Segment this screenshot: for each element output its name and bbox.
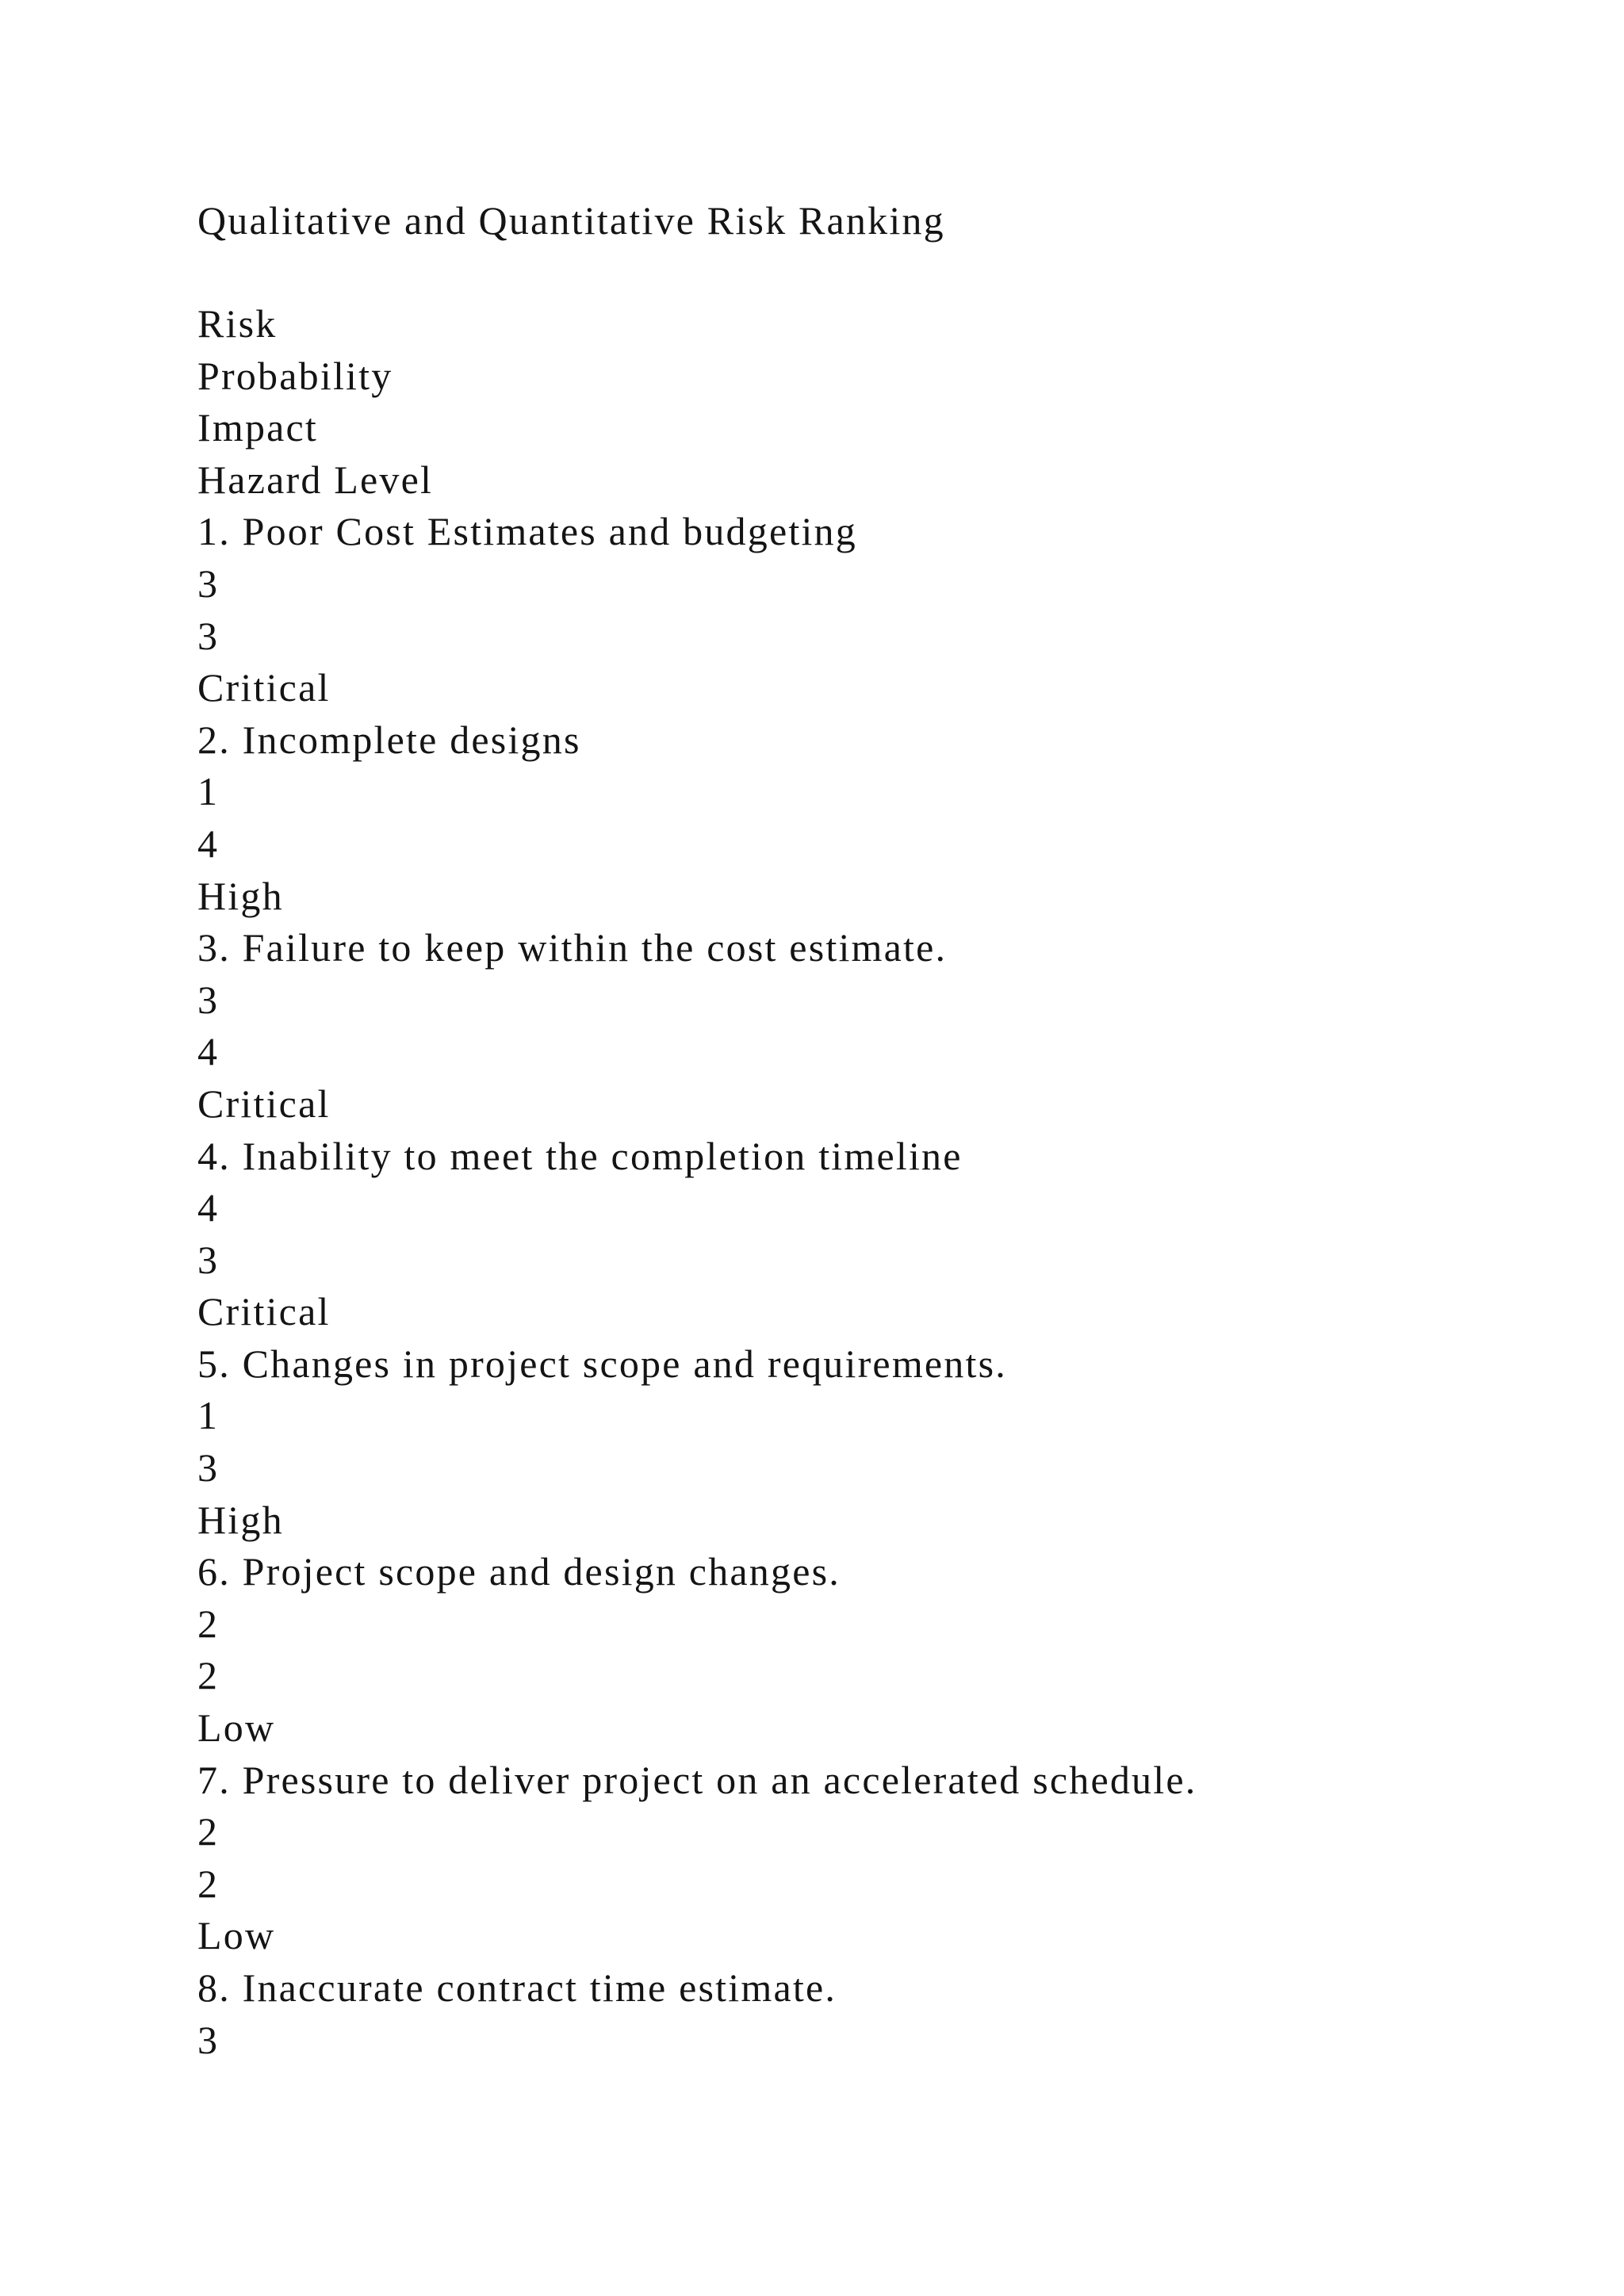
row-1-impact: 3: [197, 613, 220, 658]
row-5-impact: 3: [197, 1445, 220, 1490]
row-4-impact: 3: [197, 1237, 220, 1282]
row-2-probability: 1: [197, 769, 220, 814]
row-6-probability: 2: [197, 1601, 220, 1646]
row-7-hazard-level: Low: [197, 1913, 276, 1958]
row-6-hazard-level: Low: [197, 1705, 276, 1751]
row-3-probability: 3: [197, 977, 220, 1022]
row-2-hazard-level: High: [197, 873, 284, 918]
row-7-probability: 2: [197, 1809, 220, 1854]
header-impact: Impact: [197, 405, 319, 450]
row-4-hazard-level: Critical: [197, 1289, 331, 1334]
row-5-risk: 5. Changes in project scope and requirements.: [197, 1341, 1007, 1386]
document-body: [197, 194, 1585, 2066]
row-3-risk: 3. Failure to keep within the cost estimate.: [197, 925, 948, 970]
row-4-probability: 4: [197, 1185, 220, 1230]
row-1-hazard-level: Critical: [197, 665, 331, 710]
header-probability: Probability: [197, 353, 393, 398]
row-5-probability: 1: [197, 1393, 220, 1438]
row-8-risk: 8. Inaccurate contract time estimate.: [197, 1965, 837, 2010]
row-7-impact: 2: [197, 1861, 220, 1906]
row-8-probability: 3: [197, 2017, 220, 2062]
row-3-hazard-level: Critical: [197, 1081, 331, 1126]
row-1-risk: 1. Poor Cost Estimates and budgeting: [197, 509, 857, 554]
row-3-impact: 4: [197, 1029, 220, 1074]
row-2-risk: 2. Incomplete designs: [197, 717, 581, 762]
row-1-probability: 3: [197, 561, 220, 606]
row-6-risk: 6. Project scope and design changes.: [197, 1549, 841, 1594]
header-hazard-level: Hazard Level: [197, 457, 434, 502]
row-5-hazard-level: High: [197, 1497, 284, 1542]
row-2-impact: 4: [197, 821, 220, 866]
title-spacer: [197, 247, 1585, 298]
row-7-risk: 7. Pressure to deliver project on an accelerated schedule.: [197, 1757, 1197, 1802]
row-6-impact: 2: [197, 1653, 220, 1698]
header-risk: Risk: [197, 301, 278, 346]
row-4-risk: 4. Inability to meet the completion timeline: [197, 1133, 963, 1178]
document-title: Qualitative and Quantitative Risk Ranking: [197, 198, 945, 243]
